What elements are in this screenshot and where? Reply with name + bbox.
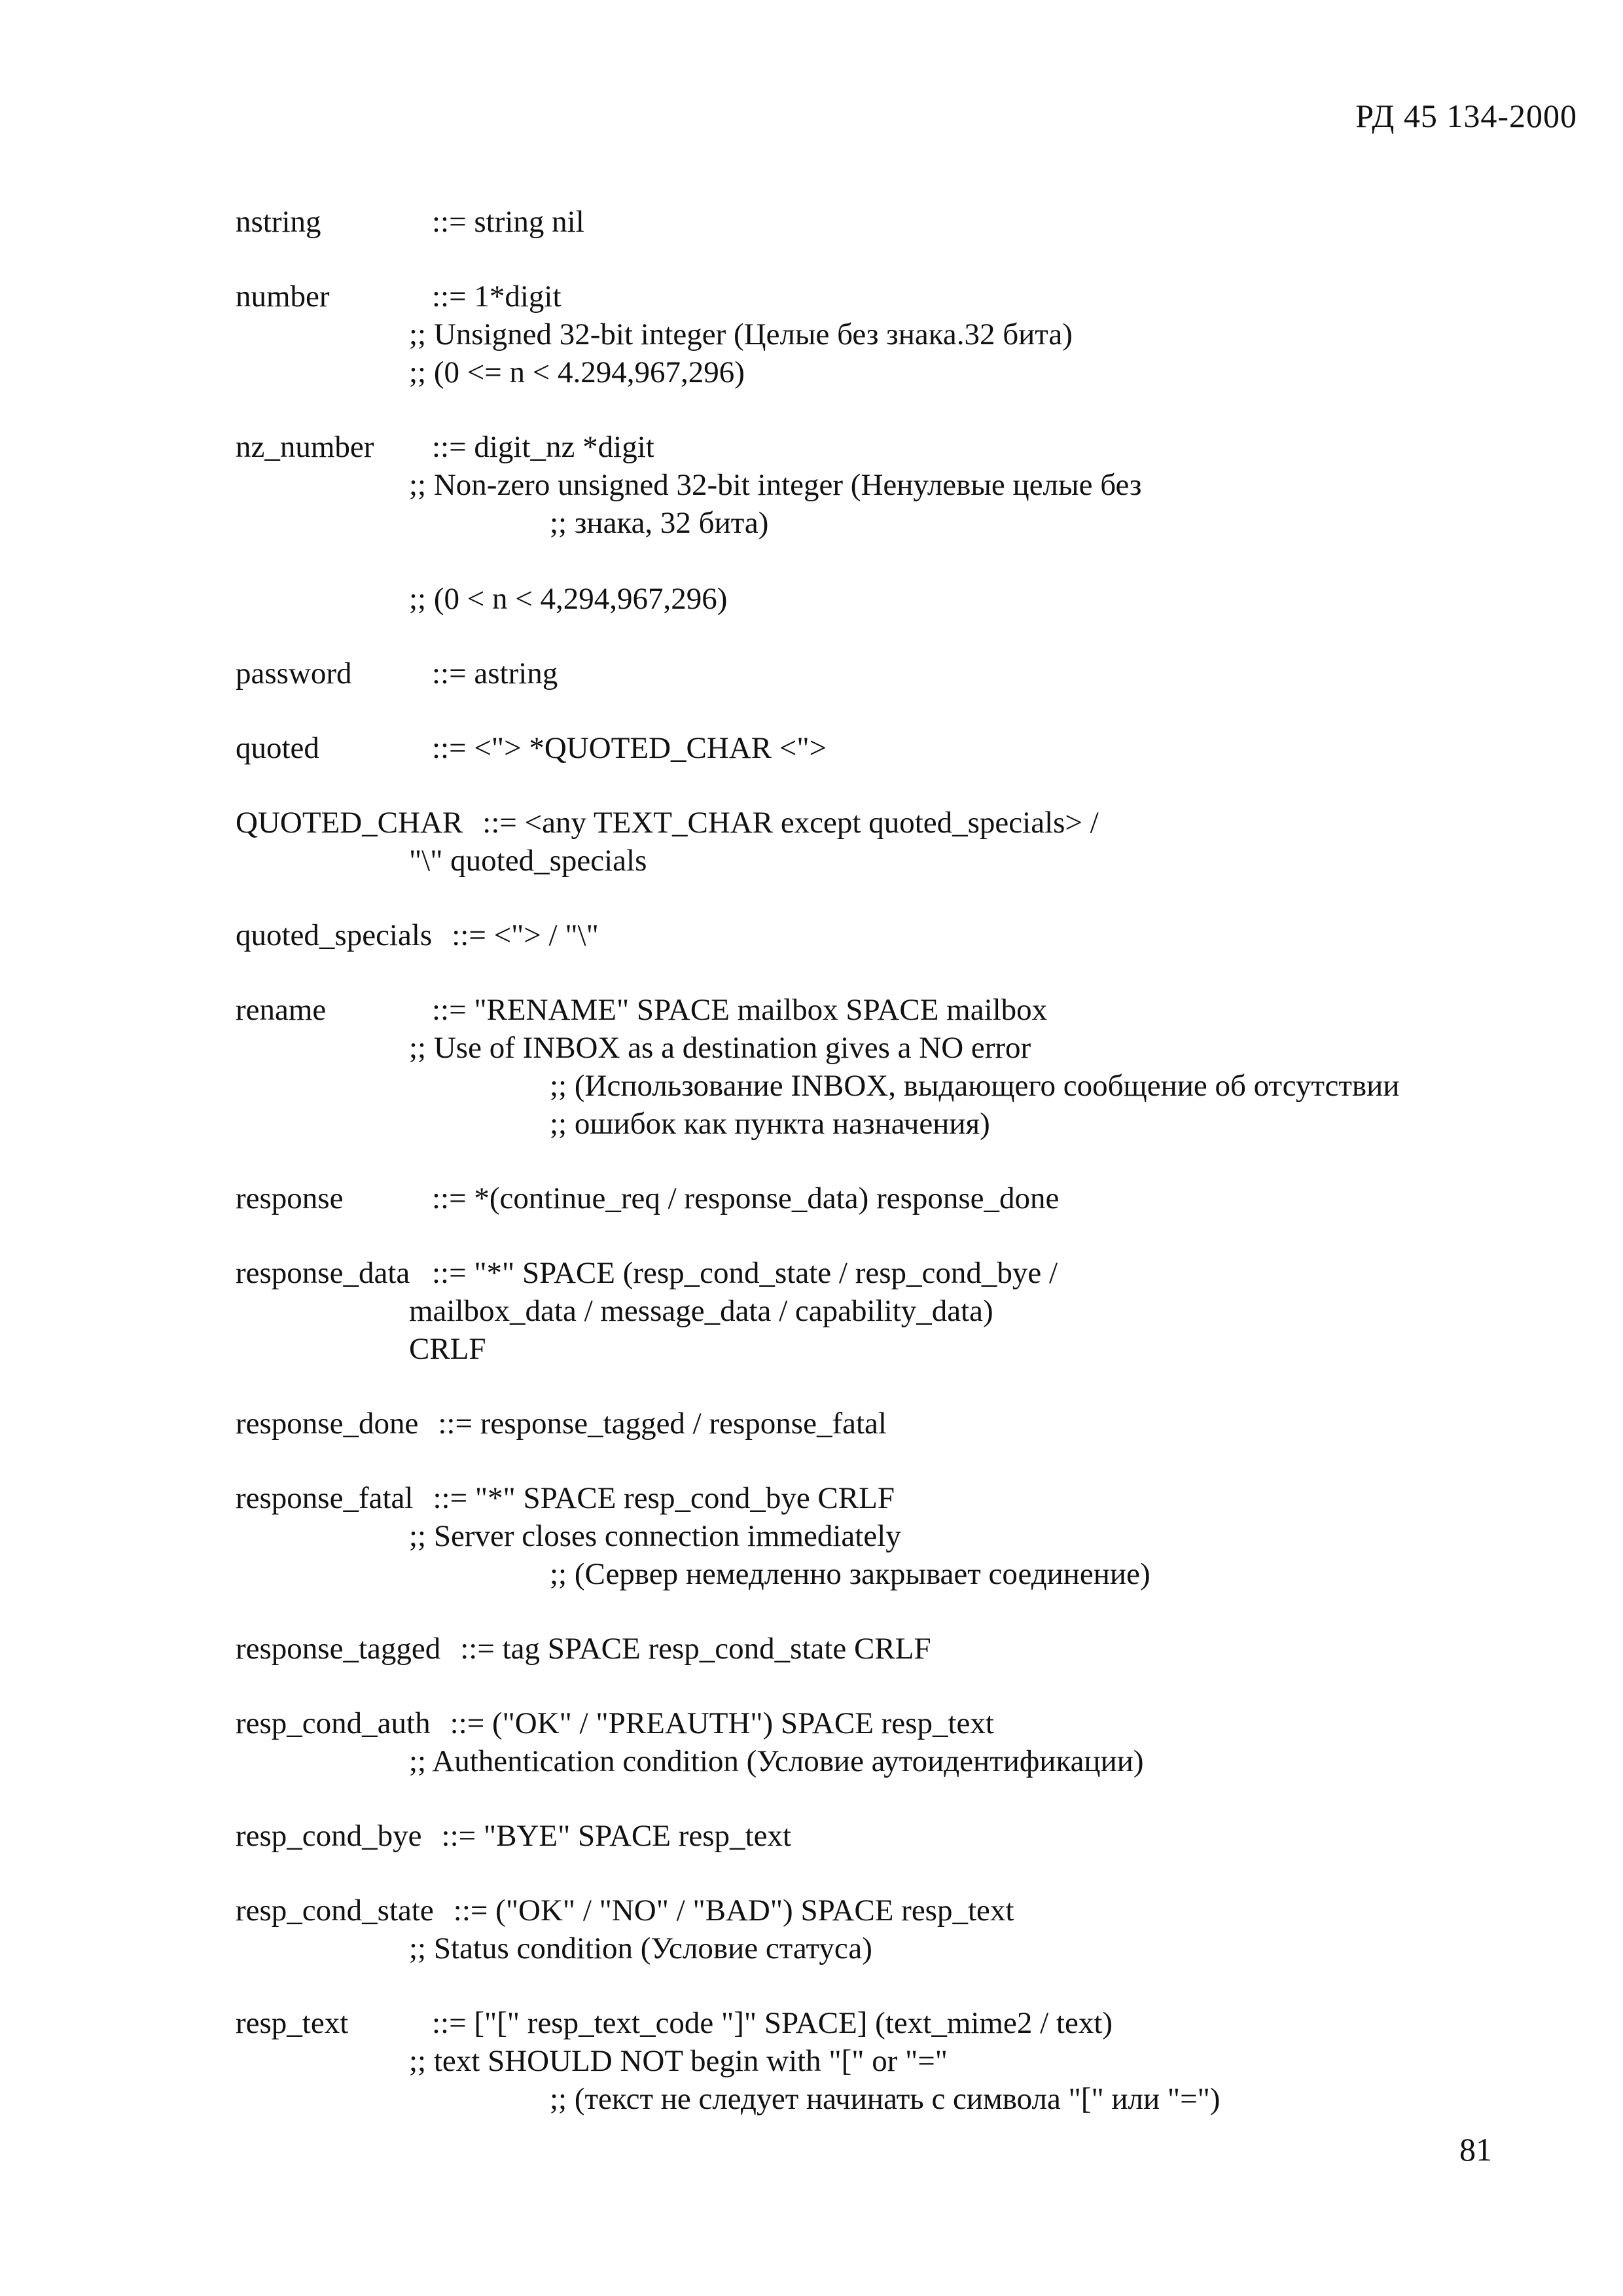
rule-continuation-line: ;; (Использование INBOX, выдающего сообщение об отсутствии [550, 1069, 1400, 1103]
rule-continuation-line: ;; ошибок как пункта назначения) [550, 1107, 990, 1141]
rule-definition-line [236, 1479, 1577, 1517]
rule-name: number [236, 279, 330, 314]
rule-continuation-line: ;; Use of INBOX as a destination gives a NO error [409, 1031, 1031, 1065]
document-code-header: РД 45 134-2000 [1355, 98, 1577, 134]
grammar-rule [236, 1179, 1577, 1217]
rule-definition: ::= *(continue_req / response_data) response_done [432, 1181, 1060, 1215]
rule-definition: ::= ["[" resp_text_code "]" SPACE] (text_mime2 / text) [432, 2006, 1113, 2040]
grammar-rule [236, 1254, 1577, 1368]
grammar-rule [236, 1479, 1577, 1593]
rule-continuation-line: ;; Non-zero unsigned 32-bit integer (Ненулевые целые без [409, 468, 1142, 502]
grammar-rule [236, 278, 1577, 391]
rule-definition-line [236, 655, 1577, 692]
rule-continuation-line: ;; (Сервер немедленно закрывает соединение) [550, 1557, 1150, 1591]
rule-name: password [236, 656, 352, 691]
rule-continuation-line: ;; Unsigned 32-bit integer (Целые без знака.32 бита) [409, 317, 1073, 351]
rule-definition-line [236, 1179, 1577, 1217]
rule-continuation-line: ;; Authentication condition (Условие аутоидентификации) [409, 1744, 1144, 1778]
rule-definition: ::= <any TEXT_CHAR except quoted_specials> / [482, 806, 1099, 840]
grammar-rule [236, 2004, 1577, 2118]
rule-definition-line [236, 1630, 1577, 1668]
grammar-rule [236, 916, 1577, 954]
rule-definition-line [236, 916, 1577, 954]
rule-definition-line [236, 2004, 1577, 2042]
page-number: 81 [1459, 2131, 1492, 2168]
grammar-rule [236, 1704, 1577, 1780]
rule-definition-line [236, 1254, 1577, 1292]
rule-name: response [236, 1181, 344, 1215]
rule-name: resp_text [236, 2006, 349, 2040]
rule-continuation-line: mailbox_data / message_data / capability_data) [409, 1294, 993, 1328]
rule-definition: ::= string nil [432, 205, 584, 239]
grammar-rule [236, 1405, 1577, 1443]
grammar-rule [236, 428, 1577, 618]
rule-definition: ::= <"> *QUOTED_CHAR <"> [432, 731, 827, 765]
rule-name: rename [236, 993, 327, 1027]
rule-name: response_tagged [236, 1632, 441, 1666]
grammar-rule [236, 1817, 1577, 1855]
rule-continuation-line: ;; знака, 32 бита) [550, 506, 769, 540]
rule-definition: ::= 1*digit [432, 279, 562, 314]
rule-definition-line [236, 1817, 1577, 1855]
rule-definition: ::= "*" SPACE resp_cond_bye CRLF [433, 1481, 895, 1515]
rule-name: resp_cond_auth [236, 1706, 431, 1740]
rule-continuation-line: ;; Server closes connection immediately [409, 1519, 901, 1553]
grammar-rule [236, 655, 1577, 692]
rule-continuation-line: ;; (0 < n < 4,294,967,296) [409, 582, 728, 616]
rule-continuation-line [236, 542, 1577, 580]
rule-name: resp_cond_state [236, 1893, 434, 1928]
rule-definition: ::= "*" SPACE (resp_cond_state / resp_cond_bye / [432, 1256, 1058, 1290]
rule-name: resp_cond_bye [236, 1819, 422, 1853]
rule-definition-line [236, 203, 1577, 241]
rule-continuation-line: ;; Status condition (Условие статуса) [409, 1931, 872, 1965]
rule-definition: ::= <"> / "\" [452, 918, 599, 952]
rule-definition: ::= response_tagged / response_fatal [438, 1407, 887, 1441]
rule-definition-line [236, 804, 1577, 842]
grammar-rule [236, 729, 1577, 767]
rule-definition: ::= astring [432, 656, 558, 691]
rule-definition: ::= "BYE" SPACE resp_text [441, 1819, 792, 1853]
rule-definition-line [236, 428, 1577, 466]
rule-name: nz_number [236, 430, 374, 464]
grammar-rule [236, 991, 1577, 1143]
grammar-rule [236, 1630, 1577, 1668]
rule-continuation-line: ;; (0 <= n < 4.294,967,296) [409, 355, 745, 389]
rule-name: response_done [236, 1407, 419, 1441]
grammar-rule [236, 203, 1577, 241]
rule-continuation-line: "\" quoted_specials [409, 844, 647, 878]
rule-name: quoted [236, 731, 319, 765]
rule-definition: ::= "RENAME" SPACE mailbox SPACE mailbox [432, 993, 1048, 1027]
rule-definition: ::= ("OK" / "NO" / "BAD") SPACE resp_text [453, 1893, 1014, 1928]
grammar-rule [236, 1892, 1577, 1967]
rule-name: QUOTED_CHAR [236, 806, 463, 840]
rule-continuation-line: CRLF [409, 1332, 486, 1366]
rule-name: nstring [236, 205, 321, 239]
rule-definition-line [236, 729, 1577, 767]
rule-definition-line [236, 278, 1577, 315]
rule-definition-line [236, 991, 1577, 1029]
rule-name: response_data [236, 1256, 410, 1290]
rule-definition: ::= tag SPACE resp_cond_state CRLF [460, 1632, 931, 1666]
grammar-rules-list [236, 203, 1577, 2155]
grammar-rule [236, 804, 1577, 880]
rule-definition-line [236, 1405, 1577, 1443]
rule-definition-line [236, 1892, 1577, 1929]
rule-continuation-line: ;; (текст не следует начинать с символа "[" или "=") [550, 2082, 1221, 2116]
rule-name: quoted_specials [236, 918, 433, 952]
rule-definition: ::= ("OK" / "PREAUTH") SPACE resp_text [450, 1706, 994, 1740]
rule-definition: ::= digit_nz *digit [432, 430, 654, 464]
rule-definition-line [236, 1704, 1577, 1742]
rule-name: response_fatal [236, 1481, 414, 1515]
rule-continuation-line: ;; text SHOULD NOT begin with "[" or "=" [409, 2044, 948, 2078]
